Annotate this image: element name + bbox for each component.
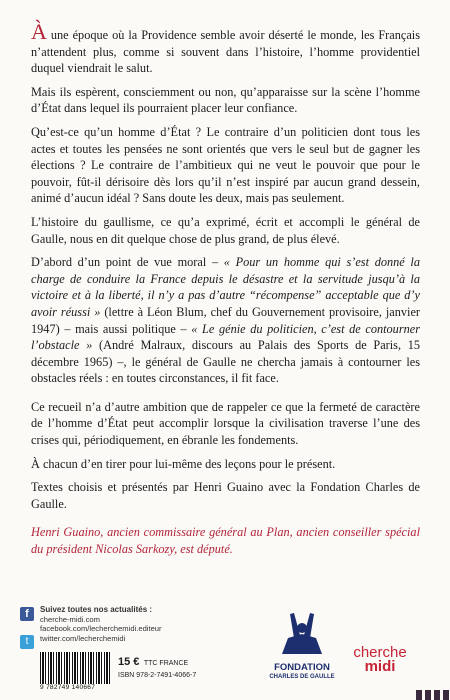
price: 15 € (118, 656, 140, 668)
author-bio: Henri Guaino, ancien commissaire général au Plan, ancien conseiller spécial du président Nicolas Sarkozy, est député. (31, 525, 420, 557)
facebook-link[interactable]: facebook.com/lecherchemidi.editeur (40, 624, 162, 634)
p5-a: D’abord d’un point de vue moral – (31, 255, 224, 270)
paragraph-4: L’histoire du gaullisme, ce qu’a exprimé, écrit et accompli le général de Gaulle, nous en dit quelque chose de plus grand, de plus élevé. (31, 214, 420, 246)
paragraph-8: Textes choisis et présentés par Henri Guaino avec la Fondation Charles de Gaulle. (31, 480, 420, 511)
barcode-bars (40, 652, 110, 684)
corner-mark (416, 690, 450, 700)
paragraph-3: Qu’est-ce qu’un homme d’État ? Le contraire d’un politicien dont tous les actes et toutes les pensées ne sont orientés que vers le seul but de gagner les élections ? Le contraire de l’ambitieux qui ne veut le pouvoir que pour le pouvoir, fût-il dérisoire dès lors qu’il n’est inspiré par aucun grand dessein, animé d’aucun idéal ? Sans doute les deux, mais pas seulement. (31, 124, 420, 206)
barcode (40, 652, 110, 690)
fondation-logo (268, 608, 336, 694)
paragraph-1-text: une époque où la Providence semble avoir déserté le monde, les Français n’attendent plus, comme si souvent dans l’histoire, l’homme providentiel duquel viendrait le salut. (31, 28, 420, 76)
twitter-icon: t (20, 635, 34, 649)
paragraph-5 (31, 254, 420, 387)
price-block (118, 652, 196, 679)
barcode-number: 9 782749 140667 (40, 684, 96, 691)
price-note: TTC FRANCE (143, 660, 189, 667)
twitter-link[interactable]: twitter.com/lecherchemidi (40, 633, 126, 643)
p5-b: (lettre à Léon Blum, chef du Gouvernement provisoire, janvier 1947) – mais aussi politique – (31, 304, 420, 336)
quote-de-gaulle: « Pour un homme qui s’est donné la charge de conduire la France depuis le désastre et la servitude jusqu’à la victoire et à la liberté, il n’y a pas d’autre “récompense” acceptable que d’y avoir réussi » (31, 255, 420, 319)
social-title: Suivez toutes nos actualités : (40, 605, 153, 614)
footer (0, 602, 450, 700)
paragraph-6: Ce recueil n’a d’autre ambition que de rappeler ce que la fermeté de caractère de l’homme d’État peut accomplir lorsque la civilisation traverse l’une des crises qui, périodiquement, en ébranle les fondements. (31, 399, 420, 448)
blurb (31, 19, 421, 565)
fondation-figure-icon (274, 608, 330, 654)
social-links (25, 605, 230, 647)
quote-malraux: « Le génie du politicien, c’est de contourner l’obstacle » (31, 321, 421, 353)
paragraph-7: À chacun d’en tirer pour lui-même des leçons pour le présent. (31, 456, 336, 471)
site-link[interactable]: cherche-midi.com (40, 614, 100, 624)
paragraph-2: Mais ils espèrent, consciemment ou non, qu’apparaisse sur la scène l’homme d’État dans lequel ils pourraient placer leur confiance. (31, 84, 420, 116)
publisher-logo (350, 646, 410, 674)
isbn: ISBN 978-2-7491-4066-7 (118, 672, 197, 679)
dropcap: À (31, 19, 47, 44)
publisher-logo-line1: cherche (353, 644, 407, 661)
paragraph-1 (31, 19, 420, 77)
p5-c: (André Malraux, discours au Palais des Sports de Paris, 15 décembre 1965) –, le général de Gaulle ne chercha jamais à contourner les obstacles réels : en toutes circonstances, il fit face. (31, 338, 420, 386)
fondation-name: FONDATION (274, 662, 330, 673)
facebook-icon: f (20, 607, 34, 621)
fondation-subname: CHARLES DE GAULLE (269, 674, 335, 680)
publisher-logo-line2: midi (364, 658, 396, 675)
